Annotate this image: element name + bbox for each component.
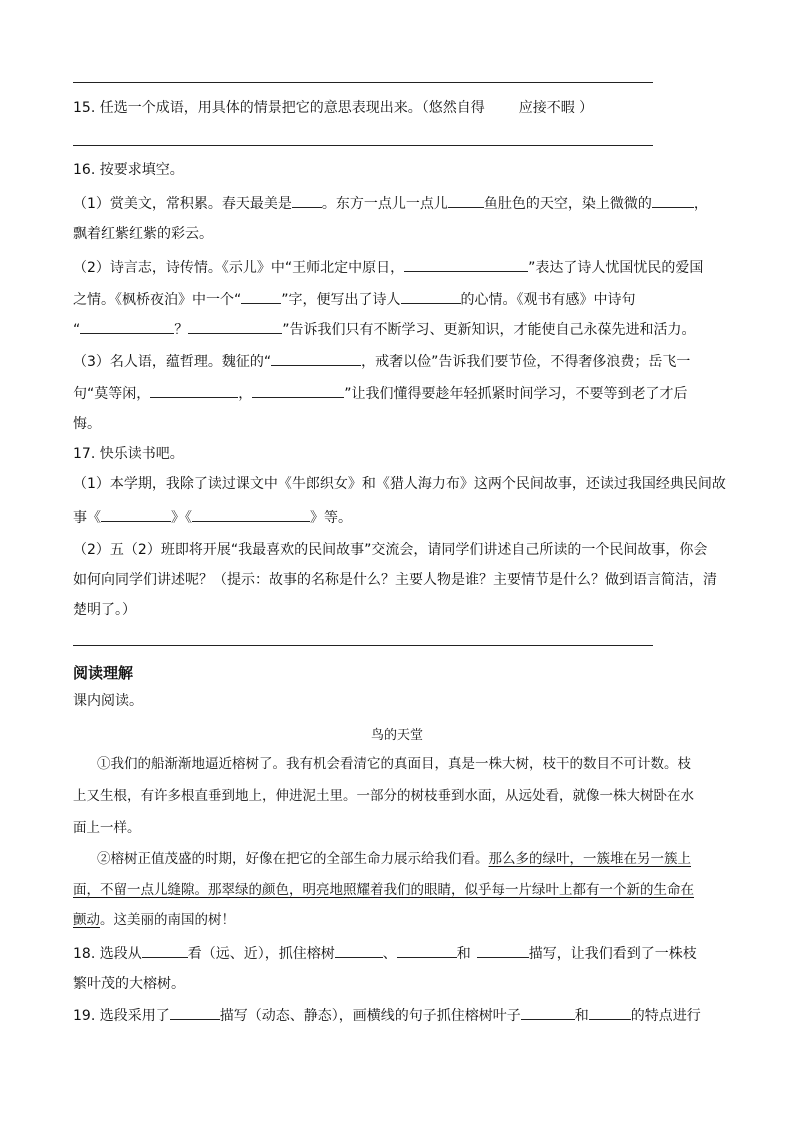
q16-p3-l2 [73,382,688,404]
passage-p2-l1 [97,849,691,869]
q15-text: 15. 任选一个成语，用具体的情景把它的意思表现出来。（悠然自得 [73,100,485,116]
q16-p1 [73,192,708,214]
section-sub: 课内阅读。 [73,693,143,709]
passage-p1-l3: 面上一样。 [73,820,141,836]
blank-q17-1[interactable] [101,506,171,522]
q16-p3 [73,350,690,372]
q16-p3-c: 句“莫等闲， [73,386,151,402]
q17-p2-l3: 楚明了。） [73,602,136,618]
q18-a: 18. 选段从 [73,946,142,962]
q16-p1-d: ， [693,196,708,212]
blank-q16-2[interactable] [448,192,484,208]
q19-c: 和 [574,1008,589,1024]
q16-p2-e: 的心情。《观书有感》中诗句 [460,292,636,308]
blank-q16-4[interactable] [404,256,528,272]
q16-p3-d: ， [238,386,253,402]
answer-line-top[interactable] [73,82,653,83]
blank-q17-2[interactable] [192,506,310,522]
q16-p2 [73,256,703,278]
blank-q16-5[interactable] [241,288,281,304]
q16-p1-cont: 飘着红紫红紫的彩云。 [73,226,213,242]
passage-p2-l1b: 那么多的绿叶，一簇堆在另一簇上 [488,851,691,867]
q19-a: 19. 选段采用了 [73,1008,170,1024]
q16-p1-b: 。东方一点儿一点儿 [321,196,448,212]
blank-q16-1[interactable] [292,192,322,208]
q17-p1-b: 事《 [73,510,101,526]
blank-q18-1[interactable] [142,942,188,958]
blank-q19-2[interactable] [521,1004,575,1020]
q16-p3-a: （3）名人语，蕴哲理。魏征的“ [73,354,272,370]
q16-p3-e: ”让我们懂得要趁年轻抓紧时间学习，不要等到老了才后 [344,386,688,402]
q17-p1-d: 》等。 [310,510,352,526]
q16-p1-c: 鱼肚色的天空，染上微微的 [483,196,652,212]
q16-p1-a: （1）赏美文，常积累。春天最美是 [73,196,292,212]
q17-p1-c: 》《 [171,510,192,526]
answer-line-q17[interactable] [73,645,653,646]
passage-p2-l2: 面，不留一点儿缝隙。那翠绿的颜色，明亮地照耀着我们的眼睛，似乎每一片绿叶上都有一个新的生命在 [73,882,694,898]
q17-p1: （1）本学期，我除了读过课文中《牛郎织女》和《猎人海力布》这两个民间故事，还读过我国经典民间故 [73,476,726,492]
blank-q18-2[interactable] [335,942,383,958]
q18-line [73,942,697,964]
q16-p3-b: ，戒奢以俭”告诉我们要节俭，不得奢侈浪费；岳飞一 [361,354,691,370]
q16-p2-c: 之情。《枫桥夜泊》中一个“ [73,292,242,308]
q16-p3-l3: 悔。 [73,416,101,432]
q16-p2-d: ”字，便写出了诗人 [281,292,401,308]
section-heading: 阅读理解 [73,664,134,682]
blank-q16-7[interactable] [80,318,174,334]
passage-p2-l3b: 。这美丽的南国的树！ [100,912,235,928]
q16-p2-g: ？ [174,322,189,338]
passage-p2-l3 [73,910,235,930]
q16-title: 16. 按要求填空。 [73,162,184,178]
blank-q18-4[interactable] [477,942,529,958]
q18-b: 看（远、近），抓住榕树 [187,946,335,962]
q16-p2-h: ”告诉我们只有不断学习、更新知识，才能使自己永葆先进和活力。 [282,322,696,338]
q16-p2-a: （2）诗言志，诗传情。《示儿》中“王师北定中原日， [73,260,405,276]
blank-q19-1[interactable] [170,1004,220,1020]
blank-q19-3[interactable] [589,1004,631,1020]
q17-p1-l2 [73,506,352,528]
q19-b: 描写（动态、静态），画横线的句子抓住榕树叶子 [219,1008,521,1024]
q15-text-b: 应接不暇 ） [518,100,594,116]
q16-p2-f: “ [73,322,81,338]
q16-p2-l2 [73,288,636,310]
passage-p2-l1a: ②榕树正值茂盛的时期，好像在把它的全部生命力展示给我们看。 [97,851,489,867]
q16-p2-l3 [73,318,696,340]
blank-q16-6[interactable] [401,288,461,304]
q17-p2: （2）五（2）班即将开展“我最喜欢的民间故事”交流会，请同学们讲述自己所读的一个民间故事，你会 [73,542,708,558]
q19-line [73,1004,701,1026]
blank-q16-3[interactable] [652,192,694,208]
blank-q16-10[interactable] [150,382,238,398]
q18-d: 和 [456,946,471,962]
q18-line-2: 繁叶茂的大榕树。 [73,976,185,992]
q18-e: 描写，让我们看到了一株枝 [528,946,697,962]
blank-q16-11[interactable] [252,382,344,398]
passage-p2-l3a: 颤动 [73,912,100,928]
passage-p1-l1: ①我们的船渐渐地逼近榕树了。我有机会看清它的真面目，真是一株大树，枝干的数目不可计数。枝 [97,756,691,772]
passage-title: 鸟的天堂 [370,728,423,743]
blank-q18-3[interactable] [397,942,457,958]
answer-line-q15[interactable] [73,145,653,146]
q19-d: 的特点进行 [630,1008,701,1024]
blank-q16-9[interactable] [271,350,361,366]
q16-p2-b: ”表达了诗人忧国忧民的爱国 [528,260,704,276]
blank-q16-8[interactable] [188,318,282,334]
q17-title: 17. 快乐读书吧。 [73,446,184,462]
q18-c: 、 [382,946,397,962]
q17-p2-l2: 如何向同学们讲述呢？（提示：故事的名称是什么？主要人物是谁？主要情节是什么？做到语言简洁，清 [73,572,717,588]
passage-p1-l2: 上又生根，有许多根直垂到地上，伸进泥土里。一部分的树枝垂到水面，从远处看，就像一株大树卧在水 [73,788,694,804]
q15-line [73,98,593,118]
